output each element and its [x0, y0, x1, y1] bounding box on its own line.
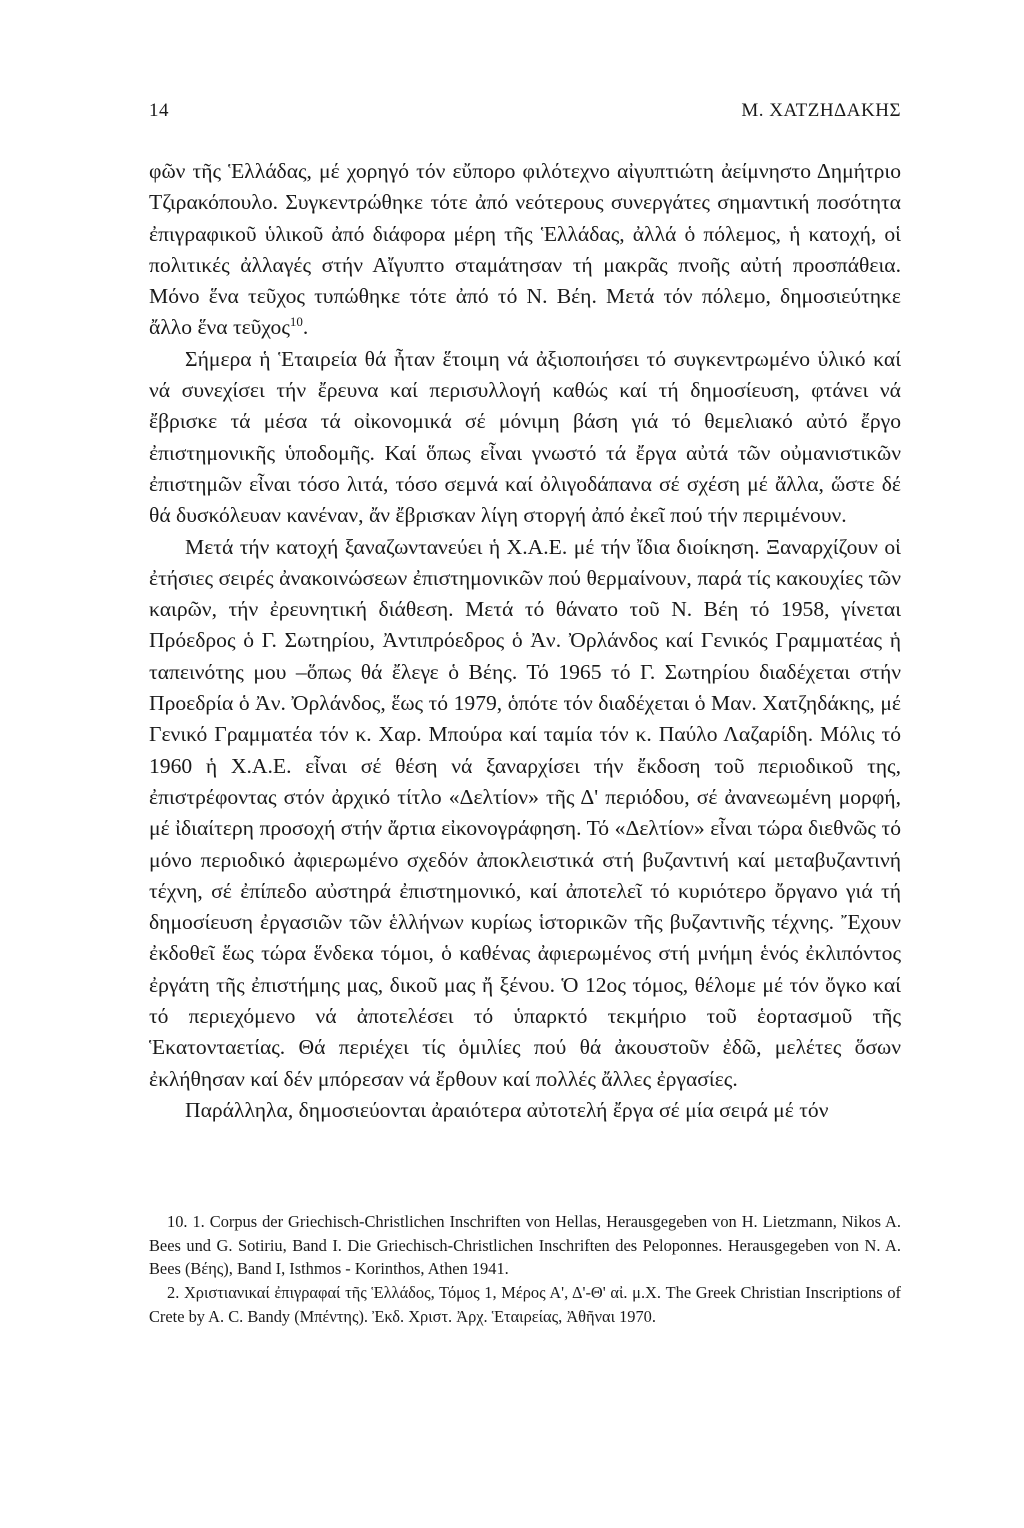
paragraph-2: Σήμερα ἡ Ἑταιρεία θά ἦταν ἕτοιμη νά ἀξιοποιήσει τό συγκεντρωμένο ὑλικό καί νά συνεχίσει τήν ἔρευνα καί περισυλλογή καθώς καί τή δημοσίευση, φτάνει νά ἔβρισκε τά μέσα τά οἰκονομικά σέ μόνιμη βάση γιά τό θεμελιακό αὐτό ἔργο ἐπιστημονικῆς ὑποδομῆς. Καί ὅπως εἶναι γνωστό τά ἔργα αὐτά τῶν οὐμανιστικῶν ἐπιστημῶν εἶναι τόσο λιτά, τόσο σεμνά καί ὀλιγοδάπανα σέ σχέση μέ ἄλλα, ὥστε δέ θά δυσκόλευαν κανέναν, ἄν ἔβρισκαν λίγη στοργή ἀπό ἐκεῖ πού τήν περιμένουν. [149, 346, 901, 528]
paragraph-4: Παράλληλα, δημοσιεύονται ἀραιότερα αὐτοτελή ἔργα σέ μία σειρά μέ τόν [185, 1097, 829, 1122]
page [149, 100, 901, 1326]
running-head [149, 100, 901, 132]
paragraph-3: Μετά τήν κατοχή ξαναζωντανεύει ἡ Χ.Α.Ε. μέ τήν ἴδια διοίκηση. Ξαναρχίζουν οἱ ἐτήσιες σειρές ἀνακοινώσεων ἐπιστημονικῶν πού θερμαίνουν, παρά τίς κακουχίες τῶν καιρῶν, τήν ἐρευνητική διάθεση. Μετά τό θάνατο τοῦ Ν. Βέη τό 1958, γίνεται Πρόεδρος ὁ Γ. Σωτηρίου, Ἀντιπρόεδρος ὁ Ἀν. Ὀρλάνδος καί Γενικός Γραμματέας ἡ ταπεινότης μου –ὅπως θά ἔλεγε ὁ Βέης. Τό 1965 τό Γ. Σωτηρίου διαδέχεται στήν Προεδρία ὁ Ἀν. Ὀρλάνδος, ἕως τό 1979, ὁπότε τόν διαδέχεται ὁ Μαν. Χατζηδάκης, μέ Γενικό Γραμματέα τόν κ. Χαρ. Μπούρα καί ταμία τόν κ. Παύλο Λαζαρίδη. Μόλις τό 1960 ἡ Χ.Α.Ε. εἶναι σέ θέση νά ξαναρχίσει τήν ἔκδοση τοῦ περιοδικοῦ της, ἐπιστρέφοντας στόν ἀρχικό τίτλο «Δελτίον» τῆς Δ' περιόδου, σέ ἀνανεωμένη μορφή, μέ ἰδιαίτερη προσοχή στήν ἄρτια εἰκονογράφηση. Τό «Δελτίον» εἶναι τώρα διεθνῶς τό μόνο περιοδικό ἀφιερωμένο σχεδόν ἀποκλειστικά στή βυζαντινή καί μεταβυζαντινή τέχνη, σέ ἐπίπεδο αὐστηρά ἐπιστημονικό, καί ἀποτελεῖ τό κυριότερο ὄργανο γιά τή δημοσίευση ἐργασιῶν τῶν ἑλλήνων κυρίως ἱστορικῶν τῆς βυζαντινῆς τέχνης. Ἔχουν ἐκδοθεῖ ἕως τώρα ἕνδεκα τόμοι, ὁ καθένας ἀφιερωμένος στή μνήμη ἑνός ἐκλιπόντος ἐργάτη τῆς ἐπιστήμης μας, δικοῦ μας ἤ ξένου. Ὁ 12ος τόμος, θέλομε μέ τόν ὄγκο καί τό περιεχόμενο νά ἀποτελέσει τό ὑπαρκτό τεκμήριο τοῦ ἑορτασμοῦ τῆς Ἑκατονταετίας. Θά περιέχει τίς ὁμιλίες πού θά ἀκουστοῦν ἐδῶ, μελέτες ὅσων ἐκλήθησαν καί δέν μπόρεσαν νά ἔρθουν καί πολλές ἄλλες ἐργασίες. [149, 534, 901, 1091]
footnote-10-2: 2. Χριστιανικαί ἐπιγραφαί τῆς Ἑλλάδος, Τόμος 1, Μέρος Α', Δ'-Θ' αἰ. μ.Χ. The Greek Christian Inscriptions of Crete by A. C. Bandy (Μπέντης). Ἐκδ. Χριστ. Ἀρχ. Ἑταιρείας, Ἀθῆναι 1970. [149, 1283, 901, 1326]
paragraph-1 [149, 156, 901, 344]
page-number: 14 [149, 100, 169, 121]
footnote-10-1: 10. 1. Corpus der Griechisch-Christlichen Inschriften von Hellas, Herausgegeben von H. Lietzmann, Nikos A. Bees und G. Sotiriu, Band I. Die Griechisch-Christlichen Inschriften des Peloponnes. Herausgegeben von N. A. Bees (Βέης), Band I, Isthmos - Korinthos, Athen 1941. [149, 1212, 901, 1279]
footnotes [149, 1210, 901, 1329]
paragraph-1-end: . [302, 315, 309, 340]
paragraph-1-text: φῶν τῆς Ἑλλάδας, μέ χορηγό τόν εὔπορο φιλότεχνο αἰγυπτιώτη ἀείμνηστο Δημήτριο Τζιρακόπουλο. Συγκεντρώθηκε τότε ἀπό νεότερους συνεργάτες σημαντική ποσότητα ἐπιγραφικοῦ ὑλικοῦ ἀπό διάφορα μέρη τῆς Ἑλλάδας, ἀλλά ὁ πόλεμος, ἡ κατοχή, οἱ πολιτικές ἀλλαγές στήν Αἴγυπτο σταμάτησαν τή μακρᾶς πνοῆς αὐτή προσπάθεια. Μόνο ἕνα τεῦχος τυπώθηκε τότε ἀπό τό Ν. Βέη. Μετά τόν πόλεμο, δημοσιεύτηκε ἄλλο ἕνα τεῦχος [149, 159, 901, 340]
body-text [149, 156, 901, 1126]
running-head-author: Μ. ΧΑΤΖΗΔΑΚΗΣ [741, 100, 901, 121]
footnote-ref-10[interactable]: 10 [289, 314, 303, 330]
